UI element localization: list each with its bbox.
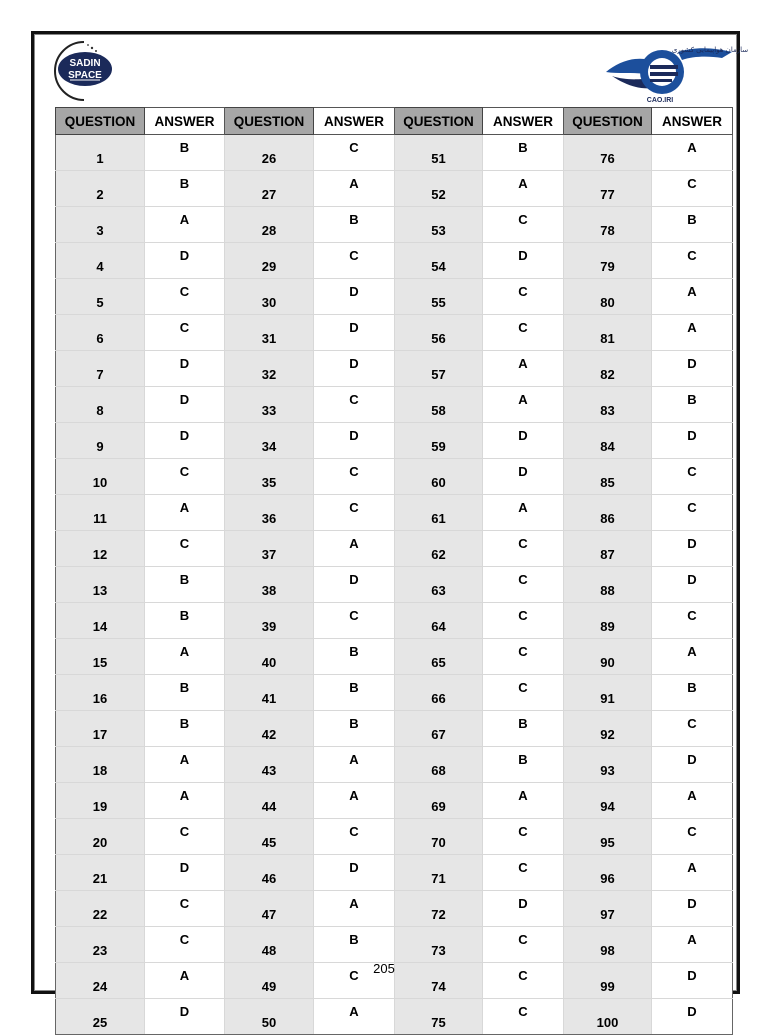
table-row [56,279,733,315]
answer-letter-cell: A [145,747,225,783]
question-number-cell: 12 [56,531,145,567]
question-number-cell: 94 [564,783,652,819]
question-number-cell: 68 [395,747,483,783]
answer-letter-cell: C [314,135,395,171]
answer-letter-cell: D [483,243,564,279]
question-number-cell: 15 [56,639,145,675]
answer-letter-cell: A [145,495,225,531]
question-number-cell: 45 [225,819,314,855]
question-number-cell: 36 [225,495,314,531]
question-number-cell: 18 [56,747,145,783]
question-number-cell: 28 [225,207,314,243]
answer-letter-cell: A [314,999,395,1035]
answer-letter-cell: A [652,783,733,819]
answer-letter-cell: A [145,963,225,999]
answer-letter-cell: C [652,711,733,747]
table-row [56,927,733,963]
answer-letter-cell: C [483,855,564,891]
answer-letter-cell: C [483,567,564,603]
question-number-cell: 47 [225,891,314,927]
question-number-cell: 53 [395,207,483,243]
answer-letter-cell: B [314,207,395,243]
question-header: QUESTION [225,108,314,135]
table-row [56,207,733,243]
question-number-cell: 1 [56,135,145,171]
answer-letter-cell: B [145,675,225,711]
question-number-cell: 56 [395,315,483,351]
answer-letter-cell: D [652,999,733,1035]
answer-letter-cell: A [483,495,564,531]
question-number-cell: 48 [225,927,314,963]
answer-key-table [55,107,733,1035]
answer-letter-cell: B [483,711,564,747]
answer-letter-cell: D [145,243,225,279]
answer-header: ANSWER [652,108,733,135]
table-row [56,459,733,495]
question-number-cell: 75 [395,999,483,1035]
question-number-cell: 41 [225,675,314,711]
question-number-cell: 55 [395,279,483,315]
answer-letter-cell: A [145,639,225,675]
question-number-cell: 93 [564,747,652,783]
table-row [56,423,733,459]
answer-letter-cell: B [145,171,225,207]
answer-header: ANSWER [483,108,564,135]
answer-letter-cell: C [483,963,564,999]
question-number-cell: 98 [564,927,652,963]
question-number-cell: 73 [395,927,483,963]
answer-letter-cell: B [314,639,395,675]
answer-letter-cell: C [145,531,225,567]
question-number-cell: 31 [225,315,314,351]
question-number-cell: 84 [564,423,652,459]
question-number-cell: 99 [564,963,652,999]
table-row [56,819,733,855]
question-number-cell: 2 [56,171,145,207]
table-row [56,891,733,927]
logo-persian-text: سازمان هواپیمایی کشوری [671,46,749,54]
question-number-cell: 88 [564,567,652,603]
answer-table-body [56,135,733,1035]
question-number-cell: 66 [395,675,483,711]
table-row [56,567,733,603]
answer-letter-cell: A [145,207,225,243]
answer-letter-cell: C [314,603,395,639]
question-number-cell: 95 [564,819,652,855]
question-number-cell: 14 [56,603,145,639]
answer-letter-cell: C [483,819,564,855]
table-row [56,171,733,207]
question-number-cell: 60 [395,459,483,495]
question-number-cell: 63 [395,567,483,603]
question-number-cell: 62 [395,531,483,567]
question-number-cell: 52 [395,171,483,207]
answer-letter-cell: A [314,531,395,567]
question-number-cell: 74 [395,963,483,999]
question-number-cell: 69 [395,783,483,819]
answer-letter-cell: D [314,567,395,603]
table-row [56,711,733,747]
answer-letter-cell: C [483,675,564,711]
answer-letter-cell: C [145,891,225,927]
table-row [56,639,733,675]
answer-letter-cell: C [652,243,733,279]
answer-letter-cell: A [652,279,733,315]
question-number-cell: 91 [564,675,652,711]
table-row [56,387,733,423]
question-number-cell: 44 [225,783,314,819]
question-number-cell: 37 [225,531,314,567]
answer-letter-cell: D [314,315,395,351]
table-header-row [56,108,733,135]
answer-letter-cell: C [483,207,564,243]
question-number-cell: 83 [564,387,652,423]
table-row [56,999,733,1035]
answer-letter-cell: C [483,279,564,315]
answer-letter-cell: C [314,963,395,999]
answer-letter-cell: A [314,171,395,207]
answer-letter-cell: B [145,603,225,639]
question-number-cell: 78 [564,207,652,243]
answer-letter-cell: D [314,279,395,315]
question-number-cell: 79 [564,243,652,279]
answer-letter-cell: C [145,279,225,315]
answer-letter-cell: C [314,243,395,279]
question-number-cell: 3 [56,207,145,243]
sadin-space-logo [54,40,116,102]
answer-letter-cell: B [483,135,564,171]
question-number-cell: 76 [564,135,652,171]
question-number-cell: 16 [56,675,145,711]
table-row [56,783,733,819]
question-number-cell: 25 [56,999,145,1035]
answer-letter-cell: D [483,423,564,459]
table-row [56,747,733,783]
answer-header: ANSWER [145,108,225,135]
table-row [56,351,733,387]
answer-letter-cell: C [314,819,395,855]
answer-letter-cell: C [145,459,225,495]
question-number-cell: 65 [395,639,483,675]
answer-letter-cell: C [483,927,564,963]
answer-letter-cell: D [145,855,225,891]
question-number-cell: 89 [564,603,652,639]
question-number-cell: 6 [56,315,145,351]
question-number-cell: 80 [564,279,652,315]
question-number-cell: 71 [395,855,483,891]
table-row [56,495,733,531]
answer-letter-cell: B [483,747,564,783]
answer-letter-cell: B [652,207,733,243]
question-number-cell: 70 [395,819,483,855]
answer-letter-cell: C [314,387,395,423]
question-header: QUESTION [564,108,652,135]
answer-letter-cell: C [314,459,395,495]
answer-letter-cell: D [314,423,395,459]
question-number-cell: 23 [56,927,145,963]
answer-letter-cell: D [483,459,564,495]
cao-iri-logo [604,38,749,104]
question-number-cell: 85 [564,459,652,495]
question-number-cell: 8 [56,387,145,423]
question-number-cell: 54 [395,243,483,279]
answer-letter-cell: B [145,135,225,171]
answer-letter-cell: D [652,891,733,927]
question-number-cell: 50 [225,999,314,1035]
question-number-cell: 34 [225,423,314,459]
table-row [56,855,733,891]
question-number-cell: 27 [225,171,314,207]
answer-letter-cell: A [314,891,395,927]
question-number-cell: 92 [564,711,652,747]
answer-letter-cell: C [483,639,564,675]
answer-letter-cell: C [652,603,733,639]
answer-letter-cell: C [145,927,225,963]
answer-letter-cell: A [652,315,733,351]
question-number-cell: 64 [395,603,483,639]
question-number-cell: 26 [225,135,314,171]
question-number-cell: 30 [225,279,314,315]
logo-text-space: SPACE [68,70,102,81]
answer-letter-cell: D [145,999,225,1035]
answer-letter-cell: D [145,423,225,459]
answer-letter-cell: B [314,675,395,711]
question-number-cell: 81 [564,315,652,351]
question-number-cell: 22 [56,891,145,927]
question-number-cell: 46 [225,855,314,891]
question-number-cell: 97 [564,891,652,927]
answer-letter-cell: D [145,387,225,423]
table-row [56,675,733,711]
answer-letter-cell: A [314,783,395,819]
answer-letter-cell: C [483,603,564,639]
answer-letter-cell: C [483,531,564,567]
question-number-cell: 51 [395,135,483,171]
question-number-cell: 57 [395,351,483,387]
answer-letter-cell: B [314,927,395,963]
answer-letter-cell: D [145,351,225,387]
question-number-cell: 5 [56,279,145,315]
answer-letter-cell: D [314,855,395,891]
question-number-cell: 35 [225,459,314,495]
question-number-cell: 21 [56,855,145,891]
question-number-cell: 24 [56,963,145,999]
answer-letter-cell: C [145,315,225,351]
table-row [56,531,733,567]
answer-letter-cell: D [483,891,564,927]
logo-caption: CAO.IRI [646,97,674,104]
answer-letter-cell: B [145,567,225,603]
question-number-cell: 20 [56,819,145,855]
answer-letter-cell: C [145,819,225,855]
answer-letter-cell: C [652,171,733,207]
answer-letter-cell: C [652,819,733,855]
answer-letter-cell: A [652,927,733,963]
question-number-cell: 58 [395,387,483,423]
question-number-cell: 19 [56,783,145,819]
question-header: QUESTION [56,108,145,135]
answer-letter-cell: C [483,315,564,351]
question-number-cell: 82 [564,351,652,387]
answer-letter-cell: D [652,747,733,783]
question-number-cell: 100 [564,999,652,1035]
answer-letter-cell: B [652,387,733,423]
question-number-cell: 33 [225,387,314,423]
answer-letter-cell: A [652,855,733,891]
question-number-cell: 96 [564,855,652,891]
answer-letter-cell: A [652,135,733,171]
question-number-cell: 86 [564,495,652,531]
answer-letter-cell: A [483,783,564,819]
question-number-cell: 17 [56,711,145,747]
question-number-cell: 4 [56,243,145,279]
logo-text-sadin: SADIN [69,58,101,69]
page-number: 205 [373,961,395,976]
question-number-cell: 42 [225,711,314,747]
question-number-cell: 77 [564,171,652,207]
answer-letter-cell: B [652,675,733,711]
table-row [56,603,733,639]
answer-letter-cell: D [652,567,733,603]
question-number-cell: 9 [56,423,145,459]
question-number-cell: 87 [564,531,652,567]
answer-letter-cell: D [314,351,395,387]
answer-letter-cell: D [652,963,733,999]
answer-letter-cell: A [652,639,733,675]
answer-letter-cell: A [483,351,564,387]
answer-letter-cell: A [483,171,564,207]
answer-letter-cell: A [145,783,225,819]
answer-letter-cell: D [652,531,733,567]
answer-letter-cell: B [314,711,395,747]
question-number-cell: 7 [56,351,145,387]
question-number-cell: 59 [395,423,483,459]
question-number-cell: 32 [225,351,314,387]
question-number-cell: 10 [56,459,145,495]
table-row [56,135,733,171]
question-number-cell: 90 [564,639,652,675]
answer-letter-cell: B [145,711,225,747]
answer-letter-cell: D [652,423,733,459]
question-header: QUESTION [395,108,483,135]
answer-letter-cell: C [652,495,733,531]
answer-letter-cell: D [652,351,733,387]
answer-letter-cell: C [314,495,395,531]
table-row [56,243,733,279]
question-number-cell: 72 [395,891,483,927]
answer-letter-cell: A [483,387,564,423]
question-number-cell: 61 [395,495,483,531]
question-number-cell: 38 [225,567,314,603]
answer-letter-cell: A [314,747,395,783]
question-number-cell: 49 [225,963,314,999]
question-number-cell: 43 [225,747,314,783]
answer-letter-cell: C [652,459,733,495]
table-row [56,315,733,351]
question-number-cell: 13 [56,567,145,603]
question-number-cell: 11 [56,495,145,531]
question-number-cell: 67 [395,711,483,747]
answer-letter-cell: C [483,999,564,1035]
answer-header: ANSWER [314,108,395,135]
question-number-cell: 39 [225,603,314,639]
question-number-cell: 29 [225,243,314,279]
question-number-cell: 40 [225,639,314,675]
